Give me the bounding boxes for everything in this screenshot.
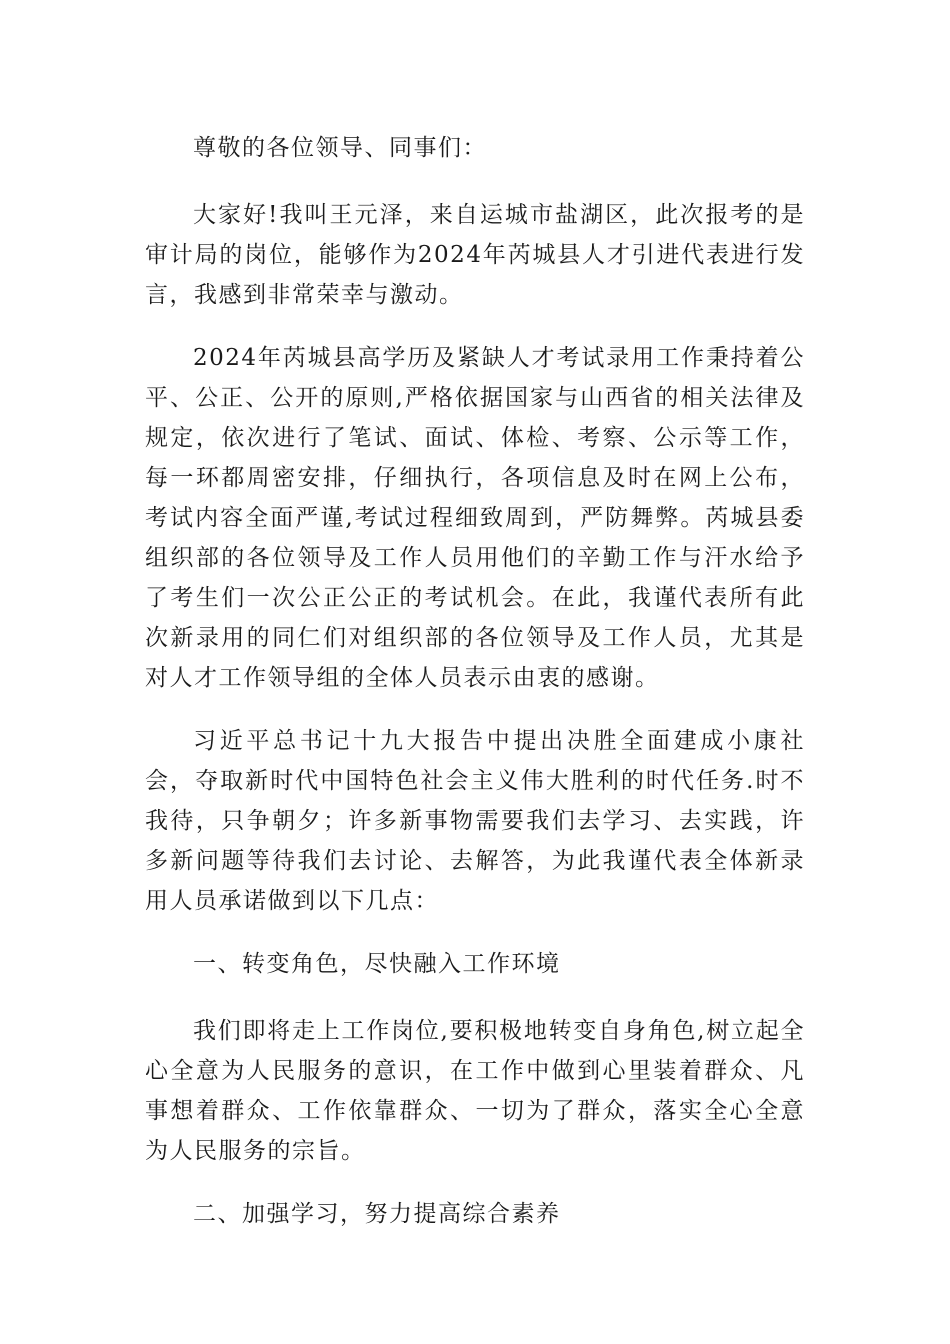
salutation: 尊敬的各位领导、同事们： (193, 135, 487, 161)
document-body (145, 128, 805, 1261)
section-heading-1: 一、转变角色，尽快融入工作环境 (193, 951, 561, 977)
paragraph-introduction: 大家好!我叫王元泽，来自运城市盐湖区，此次报考的是审计局的岗位，能够作为2024年芮城县人才引进代表进行发言，我感到非常荣幸与激动。 (145, 202, 805, 308)
paragraph-commitment: 习近平总书记十九大报告中提出决胜全面建成小康社会，夺取新时代中国特色社会主义伟大胜利的时代任务.时不我待，只争朝夕；许多新事物需要我们去学习、去实践，许多新问题等待我们去讨论、去解答，为此我谨代表全体新录用人员承诺做到以下几点： (145, 728, 805, 914)
section-heading-2: 二、加强学习，努力提高综合素养 (193, 1201, 561, 1227)
paragraph-exam-process: 2024年芮城县高学历及紧缺人才考试录用工作秉持着公平、公正、公开的原则,严格依据国家与山西省的相关法律及规定，依次进行了笔试、面试、体检、考察、公示等工作，每一环都周密安排，仔细执行，各项信息及时在网上公布，考试内容全面严谨,考试过程细致周到，严防舞弊。芮城县委组织部的各位领导及工作人员用他们的辛勤工作与汗水给予了考生们一次公正公正的考试机会。在此，我谨代表所有此次新录用的同仁们对组织部的各位领导及工作人员，尤其是对人才工作领导组的全体人员表示由衷的感谢。 (145, 345, 805, 691)
section-body-1: 我们即将走上工作岗位,要积极地转变自身角色,树立起全心全意为人民服务的意识，在工作中做到心里装着群众、凡事想着群众、工作依靠群众、一切为了群众，落实全心全意为人民服务的宗旨。 (145, 1018, 805, 1164)
